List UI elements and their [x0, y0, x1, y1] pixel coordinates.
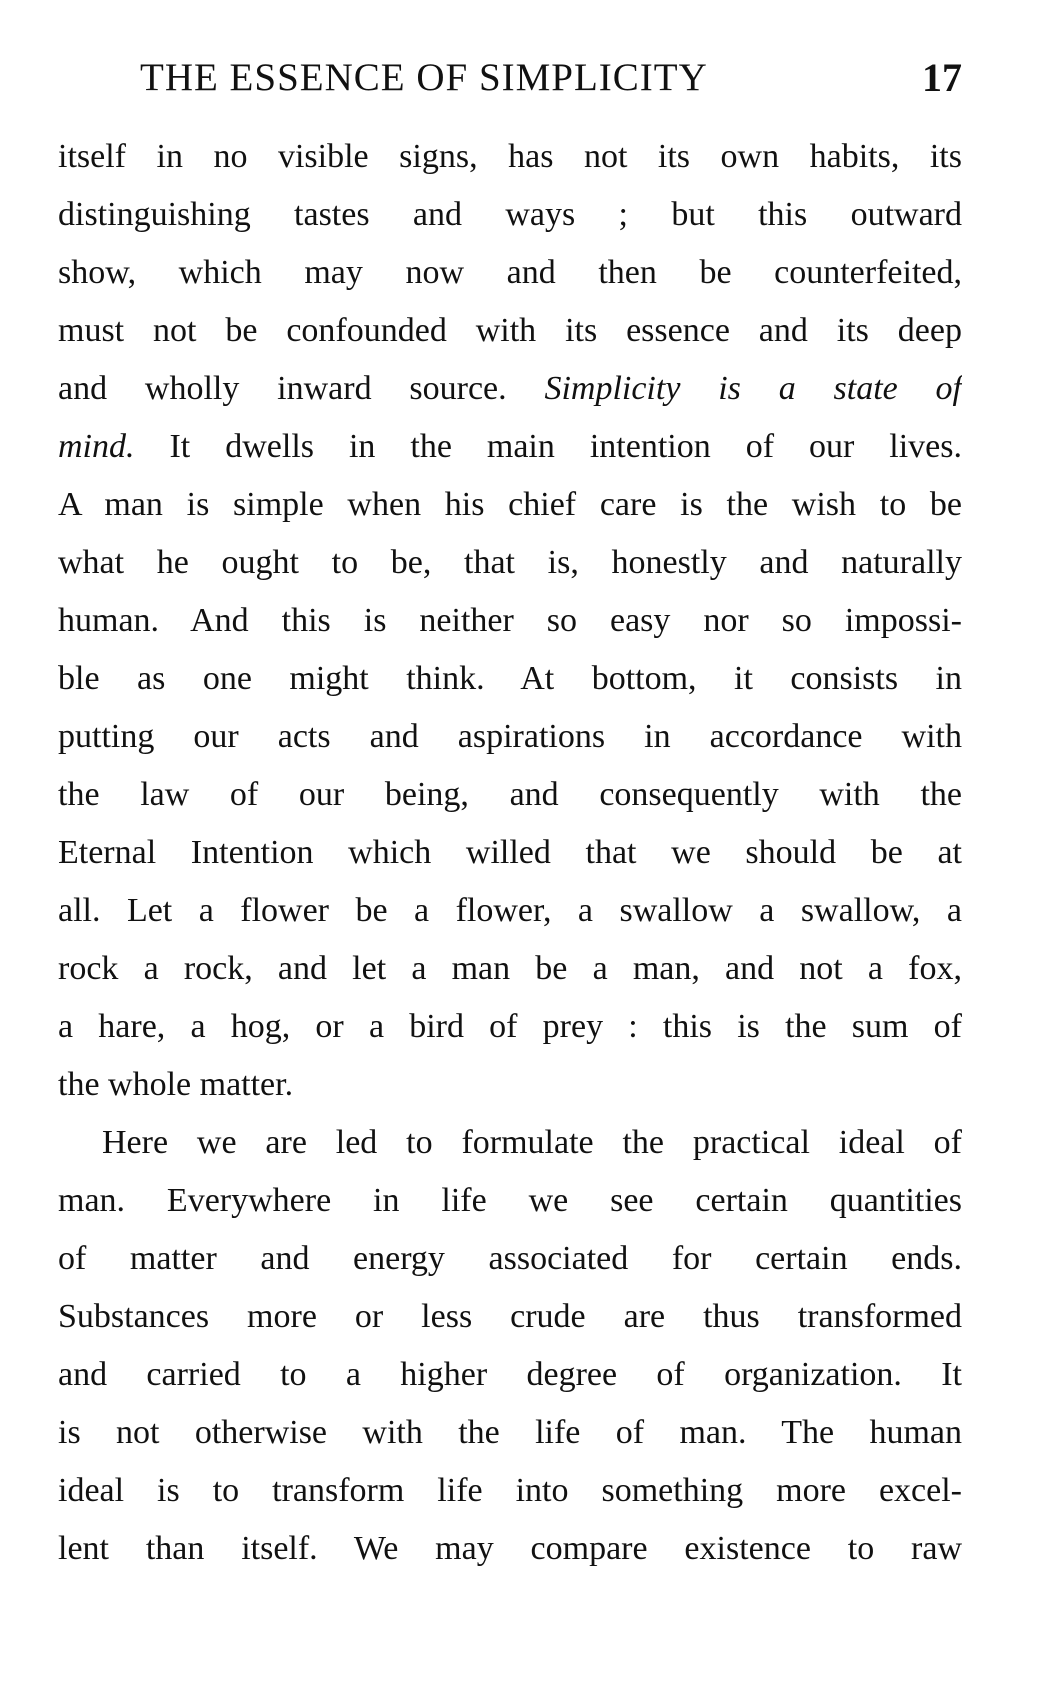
- text-segment: and wholly inward source.: [58, 370, 507, 407]
- text-line: rock a rock, and let a man be a man, and not a fox,: [58, 950, 962, 987]
- text-line: must not be confounded with its essence and its deep: [58, 312, 962, 349]
- text-line: A man is simple when his chief care is the wish to be: [58, 486, 962, 523]
- text-line: all. Let a flower be a flower, a swallow a swallow, a: [58, 892, 962, 929]
- text-line: man. Everywhere in life we see certain quantities: [58, 1182, 962, 1219]
- text-line: of matter and energy associated for certain ends.: [58, 1240, 962, 1277]
- page-header: [140, 54, 962, 102]
- text-line: what he ought to be, that is, honestly and naturally: [58, 544, 962, 581]
- text-line: [58, 418, 962, 476]
- text-line: is not otherwise with the life of man. The human: [58, 1414, 962, 1451]
- text-line: ideal is to transform life into something more excel-: [58, 1472, 962, 1509]
- text-line: show, which may now and then be counterfeited,: [58, 254, 962, 291]
- paragraph-1: [58, 128, 962, 1114]
- text-line: [58, 360, 962, 418]
- running-title: THE ESSENCE OF SIMPLICITY: [140, 56, 708, 99]
- page-number: 17: [922, 55, 962, 100]
- italic-phrase: Simplicity is a state of: [544, 370, 962, 407]
- text-line: Eternal Intention which willed that we should be at: [58, 834, 962, 871]
- text-line: the whole matter.: [58, 1066, 294, 1103]
- text-line: a hare, a hog, or a bird of prey : this is the sum of: [58, 1008, 962, 1045]
- body-text: [58, 128, 962, 1578]
- text-line: the law of our being, and consequently with the: [58, 776, 962, 813]
- text-line: human. And this is neither so easy nor so impossi-: [58, 602, 962, 639]
- paragraph-2: [58, 1114, 962, 1578]
- text-line: lent than itself. We may compare existence to raw: [58, 1530, 962, 1567]
- text-segment: It dwells in the main intention of our lives.: [169, 428, 962, 465]
- text-line: itself in no visible signs, has not its own habits, its: [58, 138, 962, 175]
- text-line: and carried to a higher degree of organization. It: [58, 1356, 962, 1393]
- text-line: distinguishing tastes and ways ; but this outward: [58, 196, 962, 233]
- text-line: Here we are led to formulate the practical ideal of: [102, 1124, 962, 1161]
- italic-phrase: mind.: [58, 428, 135, 465]
- text-line: Substances more or less crude are thus transformed: [58, 1298, 962, 1335]
- text-line: putting our acts and aspirations in accordance with: [58, 718, 962, 755]
- text-line: ble as one might think. At bottom, it consists in: [58, 660, 962, 697]
